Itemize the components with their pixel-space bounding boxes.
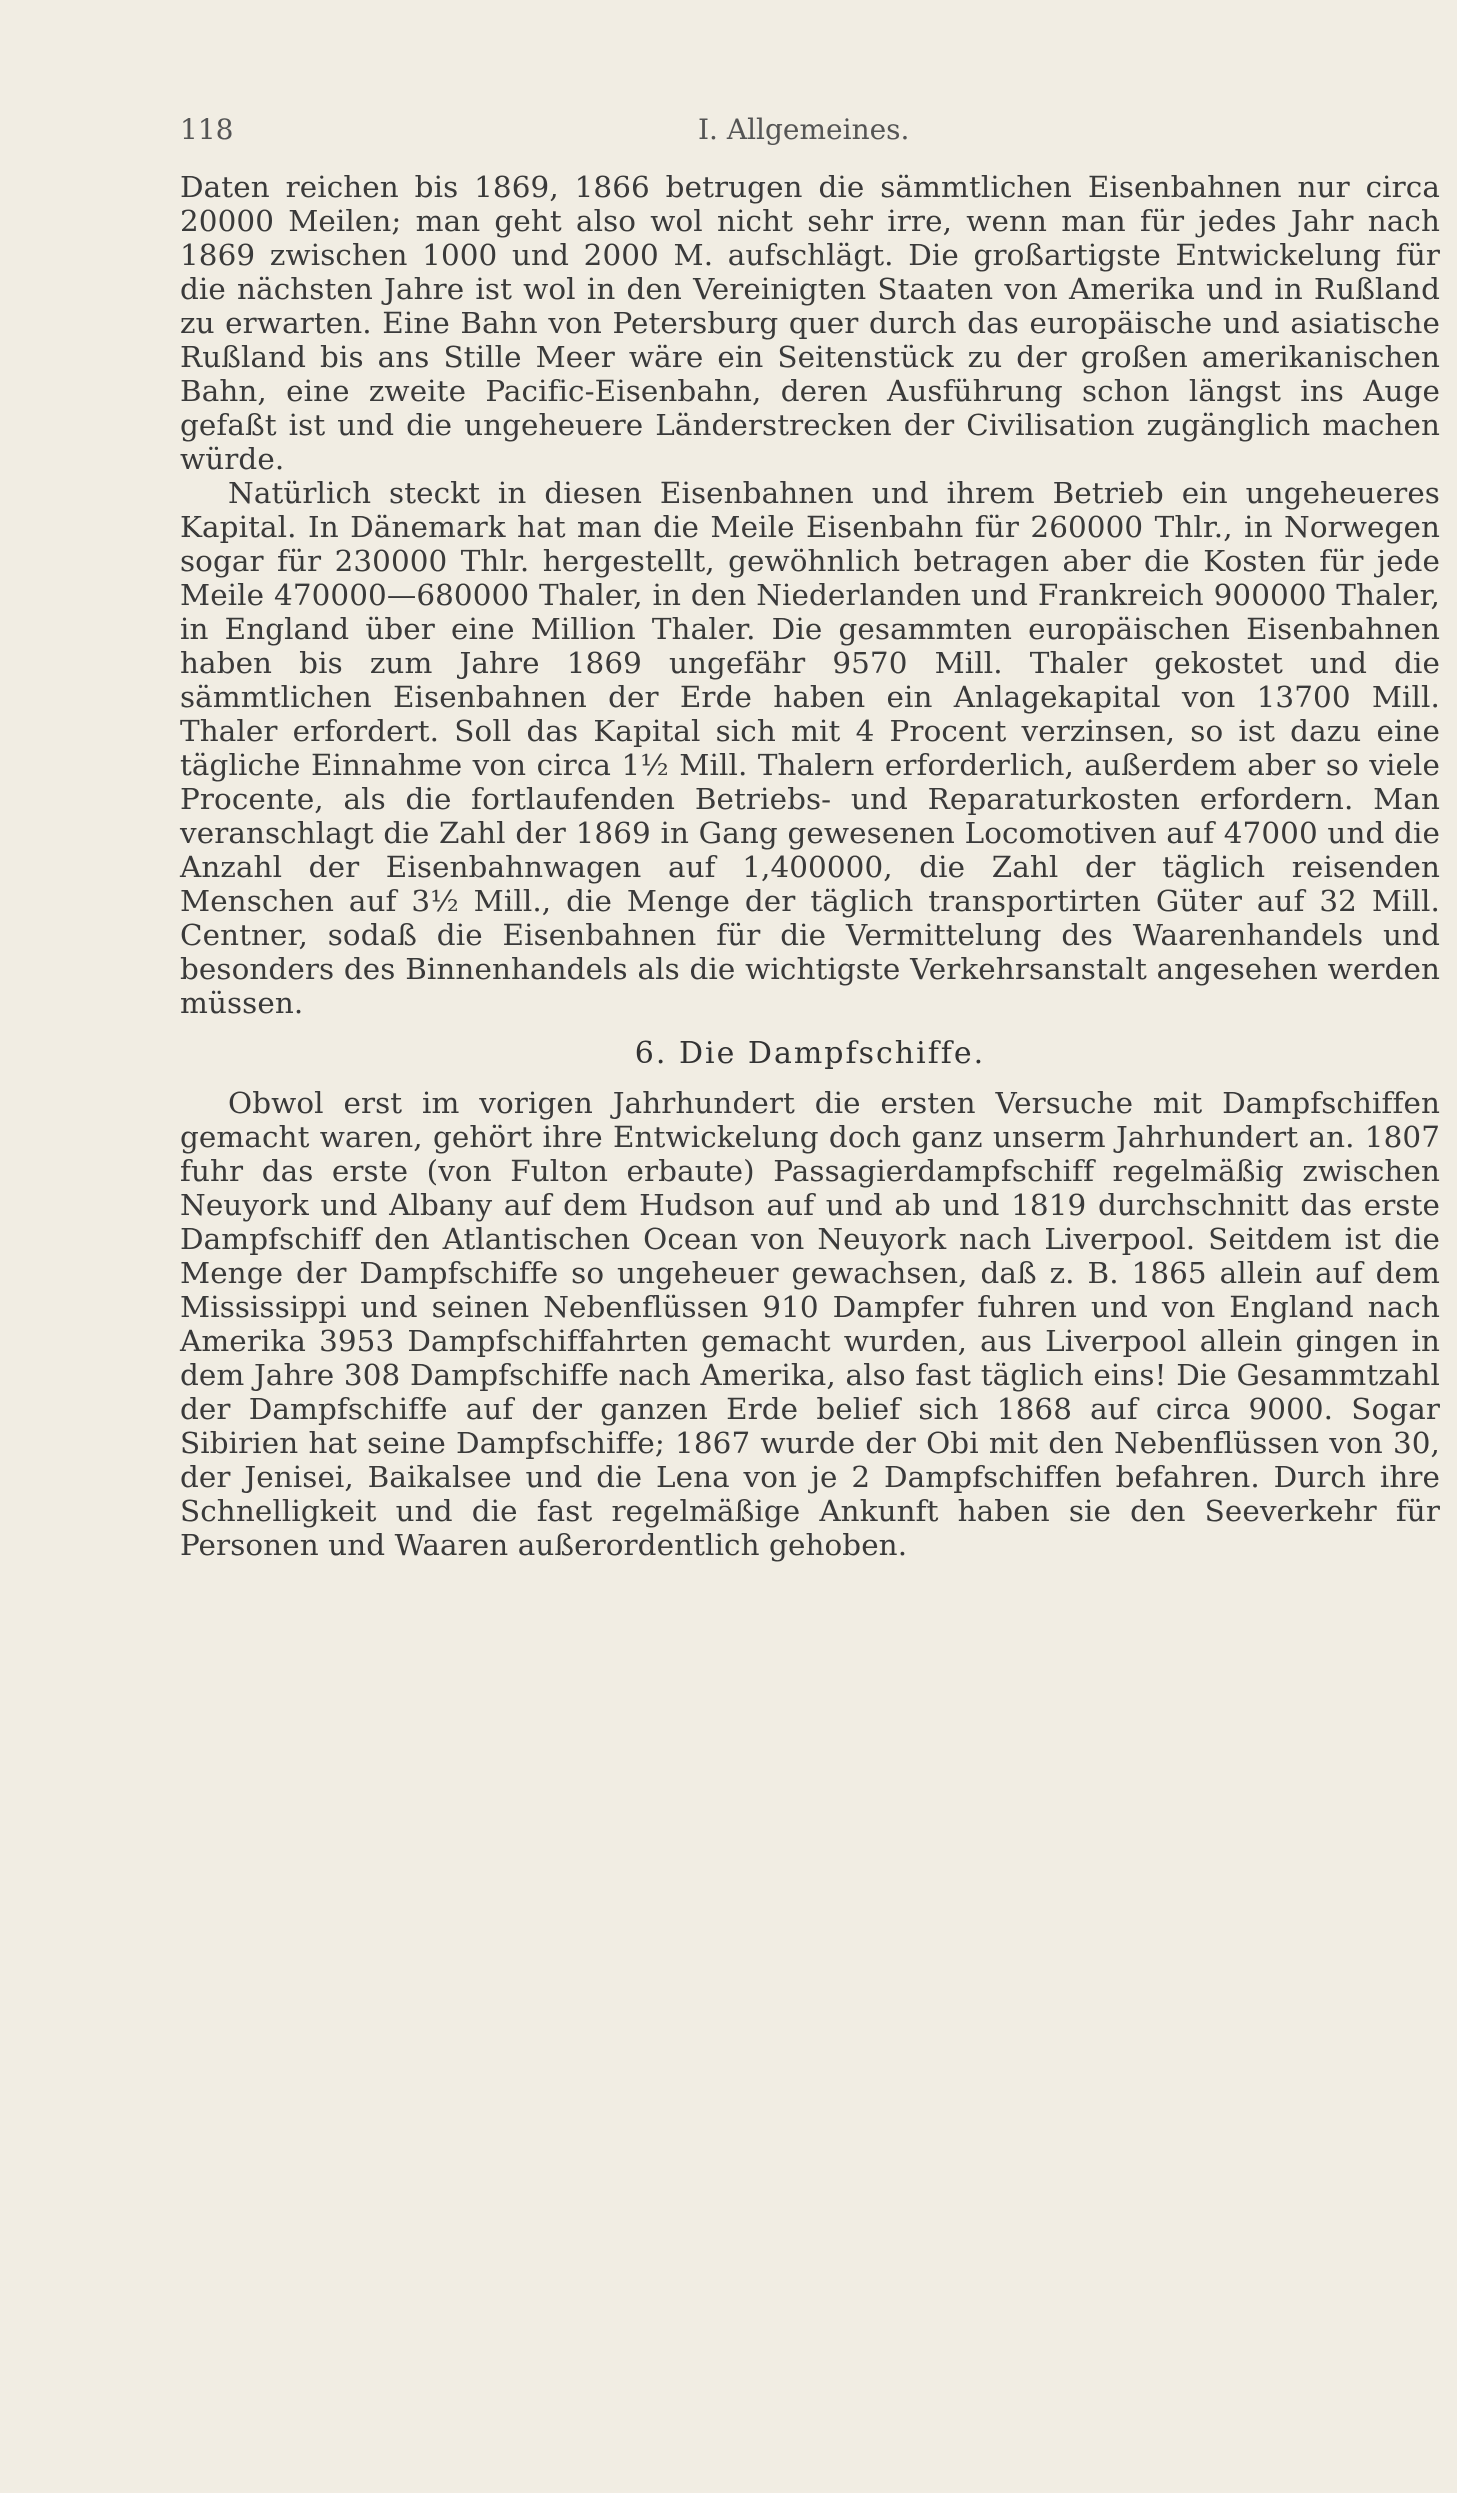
body-text: [180, 170, 1440, 1562]
section-heading: 6. Die Dampfschiffe.: [634, 1036, 986, 1071]
paragraph-railway-capital: Natürlich steckt in diesen Eisenbahnen und ihrem Betrieb ein ungeheueres Kapital. In Dänemark hat man die Meile Eisenbahn für 260000 Thlr., in Norwegen sogar für 230000 Thlr. hergestellt, gewöhnlich betragen aber die Kosten für jede Meile 470000—680000 Thaler, in den Niederlanden und Frankreich 900000 Thaler, in England über eine Million Thaler. Die gesammten europäischen Eisenbahnen haben bis zum Jahre 1869 ungefähr 9570 Mill. Thaler gekostet und die sämmtlichen Eisenbahnen der Erde haben ein Anlagekapital von 13700 Mill. Thaler erfordert. Soll das Kapital sich mit 4 Procent verzinsen, so ist dazu eine tägliche Einnahme von circa 1½ Mill. Thalern erforderlich, außerdem aber so viele Procente, als die fortlaufenden Betriebs- und Reparaturkosten erfordern. Man veranschlagt die Zahl der 1869 in Gang gewesenen Locomotiven auf 47000 und die Anzahl der Eisenbahnwagen auf 1,400000, die Zahl der täglich reisenden Menschen auf 3½ Mill., die Menge der täglich transportirten Güter auf 32 Mill. Centner, sodaß die Eisenbahnen für die Vermittelung des Waarenhandels und besonders des Binnenhandels als die wichtigste Verkehrsanstalt angesehen werden müssen.: [180, 476, 1440, 1020]
running-head: [180, 110, 1440, 150]
running-title: I. Allgemeines.: [698, 113, 910, 146]
paragraph-railway-growth: Daten reichen bis 1869, 1866 betrugen die sämmtlichen Eisenbahnen nur circa 20000 Meilen; man geht also wol nicht sehr irre, wenn man für jedes Jahr nach 1869 zwischen 1000 und 2000 M. aufschlägt. Die großartigste Entwickelung für die nächsten Jahre ist wol in den Vereinigten Staaten von Amerika und in Rußland zu erwarten. Eine Bahn von Petersburg quer durch das europäische und asiatische Rußland bis ans Stille Meer wäre ein Seitenstück zu der großen amerikanischen Bahn, eine zweite Pacific-Eisenbahn, deren Ausführung schon längst ins Auge gefaßt ist und die ungeheuere Länderstrecken der Civilisation zugänglich machen würde.: [180, 170, 1440, 476]
page-number: 118: [180, 113, 234, 146]
paragraph-steamships: Obwol erst im vorigen Jahrhundert die ersten Versuche mit Dampfschiffen gemacht waren, gehört ihre Entwickelung doch ganz unserm Jahrhundert an. 1807 fuhr das erste (von Fulton erbaute) Passagierdampfschiff regelmäßig zwischen Neuyork und Albany auf dem Hudson auf und ab und 1819 durchschnitt das erste Dampfschiff den Atlantischen Ocean von Neuyork nach Liverpool. Seitdem ist die Menge der Dampfschiffe so ungeheuer gewachsen, daß z. B. 1865 allein auf dem Mississippi und seinen Nebenflüssen 910 Dampfer fuhren und von England nach Amerika 3953 Dampfschiffahrten gemacht wurden, aus Liverpool allein gingen in dem Jahre 308 Dampfschiffe nach Amerika, also fast täglich eins! Die Gesammtzahl der Dampfschiffe auf der ganzen Erde belief sich 1868 auf circa 9000. Sogar Sibirien hat seine Dampfschiffe; 1867 wurde der Obi mit den Nebenflüssen von 30, der Jenisei, Baikalsee und die Lena von je 2 Dampfschiffen befahren. Durch ihre Schnelligkeit und die fast regelmäßige Ankunft haben sie den Seeverkehr für Personen und Waaren außerordentlich gehoben.: [180, 1086, 1440, 1562]
